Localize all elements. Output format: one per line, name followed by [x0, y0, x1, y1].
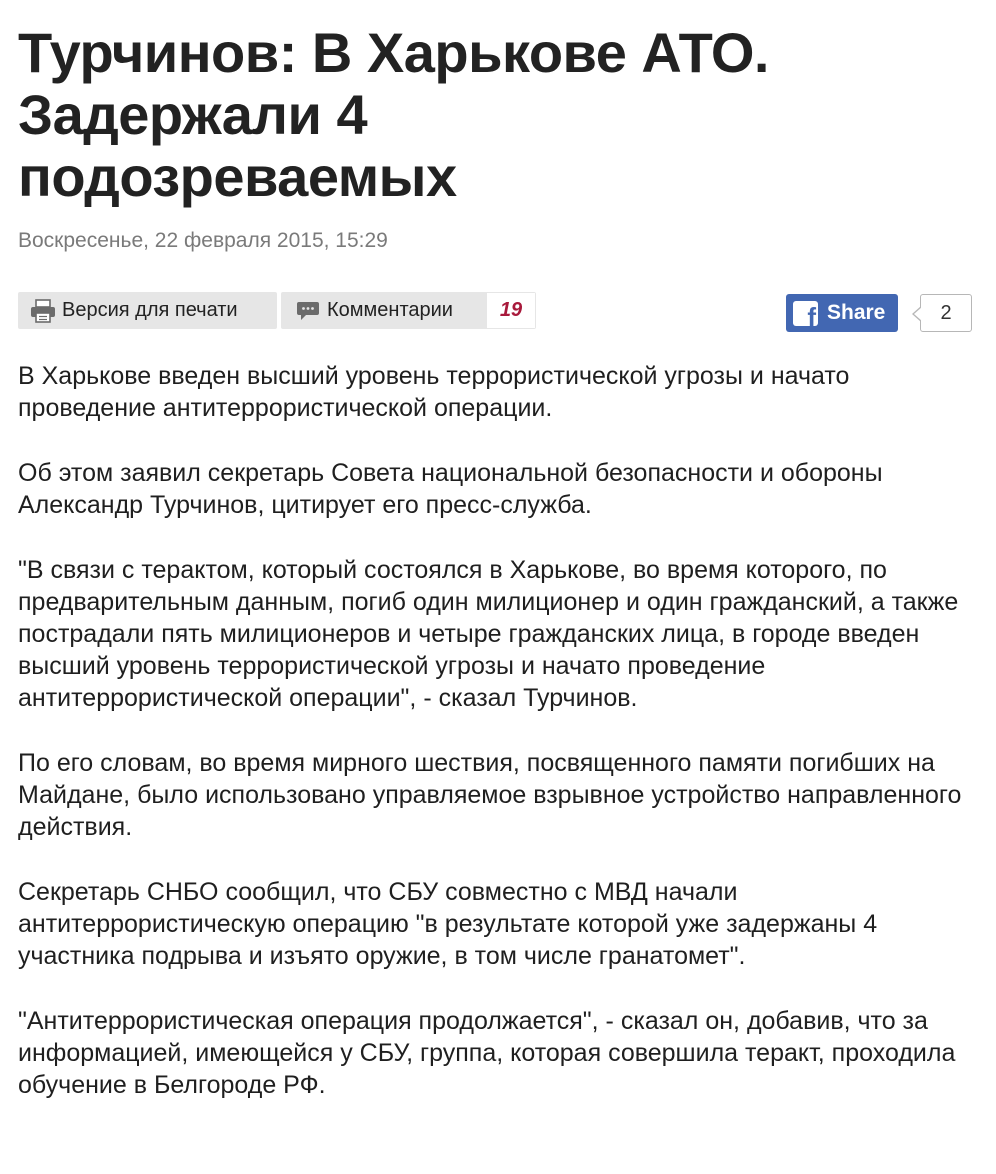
article-paragraph: Об этом заявил секретарь Совета национальной безопасности и обороны Александр Турчинов, цитирует его пресс-служба.	[18, 459, 883, 519]
article-body	[18, 360, 980, 1101]
speech-bubble-icon	[291, 298, 325, 324]
print-version-label: Версия для печати	[62, 299, 238, 321]
comments-button[interactable]	[281, 292, 536, 329]
article	[18, 22, 980, 1134]
share-count-bubble: 2	[920, 294, 972, 332]
title-line: подозреваемых	[18, 145, 457, 208]
page-title	[18, 22, 980, 208]
article-paragraph: Секретарь СНБО сообщил, что СБУ совместно с МВД начали антитеррористическую операцию "в результате которой уже задержаны 4 участника подрыва и изъято оружие, в том числе гранатомет".	[18, 878, 878, 970]
title-line: Турчинов: В Харькове АТО.	[18, 21, 769, 84]
share-label: Share	[827, 301, 886, 324]
facebook-share-button[interactable]	[786, 294, 898, 332]
article-paragraph: "Антитеррористическая операция продолжается", - сказал он, добавив, что за информацией, имеющейся у СБУ, группа, которая совершила теракт, проходила обучение в Белгороде РФ.	[18, 1007, 956, 1099]
comments-count-badge: 19	[487, 293, 535, 328]
publish-date: Воскресенье, 22 февраля 2015, 15:29	[18, 229, 388, 252]
printer-icon	[26, 298, 60, 324]
comments-label: Комментарии	[327, 299, 453, 321]
article-paragraph: В Харькове введен высший уровень террористической угрозы и начато проведение антитеррористической операции.	[18, 362, 850, 422]
article-paragraph: По его словам, во время мирного шествия, посвященного памяти погибших на Майдане, было использовано управляемое взрывное устройство направленного действия.	[18, 749, 962, 841]
print-version-button[interactable]	[18, 292, 277, 329]
article-paragraph: "В связи с терактом, который состоялся в Харькове, во время которого, по предварительным данным, погиб один милиционер и один гражданский, а также пострадали пять милиционеров и четыре гражданских лица, в городе введен высший уровень террористической угрозы и начато проведение антитеррористической операции", - сказал Турчинов.	[18, 556, 959, 712]
facebook-icon: f	[793, 301, 818, 326]
title-line: Задержали 4	[18, 83, 368, 146]
article-toolbar	[18, 292, 980, 330]
